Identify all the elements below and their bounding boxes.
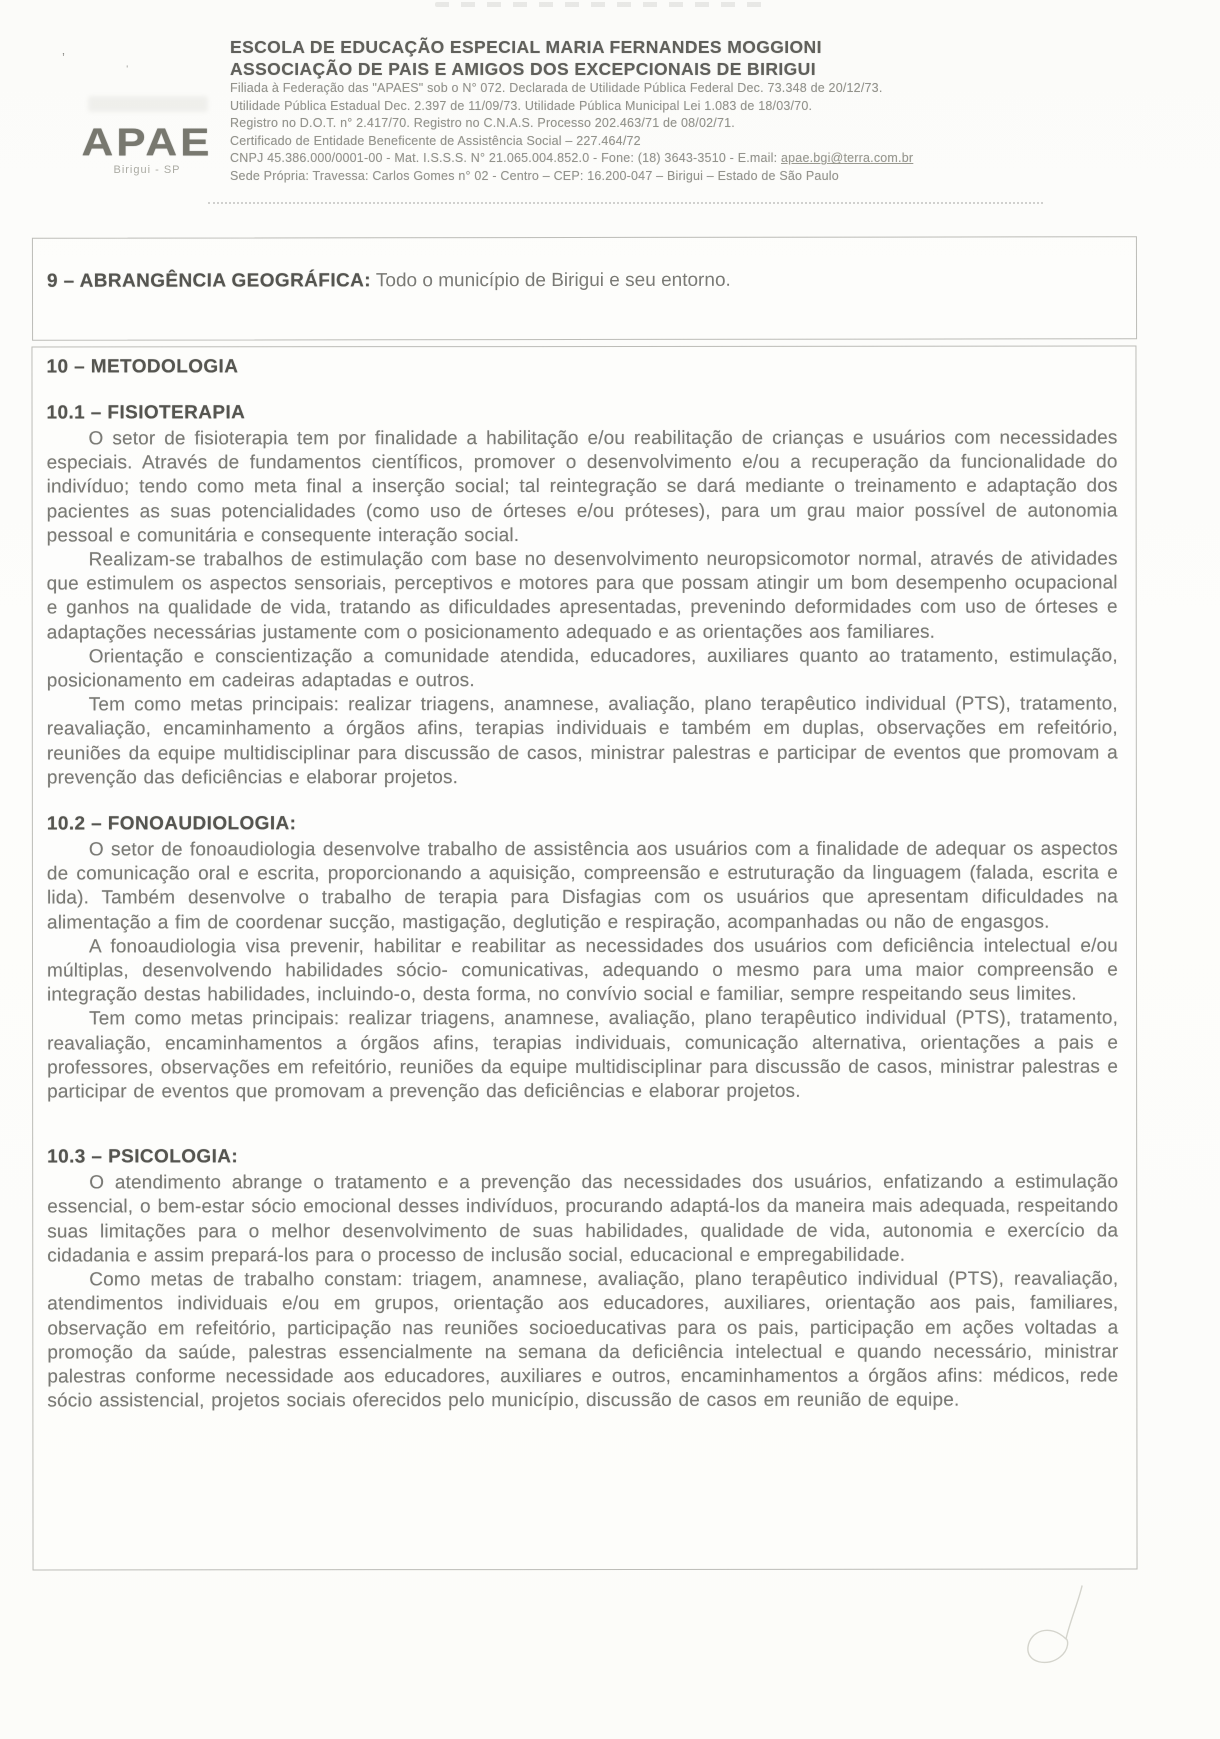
paragraph: O setor de fisioterapia tem por finalidade a habilitação e/ou reabilitação de crianças e usuários com necessidades especiais. Através de fundamentos científicos, promover o desenvolvimento e/ou a recuperação da funcionalidade do indivíduo; tendo como meta final a inserção social; tal reintegração se dará mediante o treinamento e adaptação dos pacientes as suas potencialidades (como uso de órteses e/ou próteses), para um grau maior possível de autonomia pessoal e comunitária e consequente interação social.: [46, 427, 1118, 547]
apae-logo-city: Birigui - SP: [113, 164, 181, 176]
pen-scribble-artifact: [1018, 1583, 1110, 1671]
subsection-10-3-heading: 10.3 – PSICOLOGIA:: [47, 1146, 239, 1168]
paragraph: Como metas de trabalho constam: triagem, anamnese, avaliação, plano terapêutico individual (PTS), reavaliação, atendimentos individuais e/ou em grupos, orientação aos educadores, auxiliares, orientação aos pais, familiares, observação em refeitório, participação nas reuniões socioeducativas para os pais, participação em ações voltadas a promoção da saúde, palestras essencialmente na semana da deficiência intelectual e quando necessário, ministrar palestras conforme necessidade aos educadores, auxiliares e outros, encaminhamentos a órgãos afins: médicos, rede sócio assistencial, projetos sociais oferecidos pelo município, discussão de casos em reunião de equipe.: [47, 1268, 1119, 1412]
apae-logo-wordmark: APAE: [81, 121, 213, 165]
org-registration-line: Utilidade Pública Estadual Dec. 2.397 de 11/09/73. Utilidade Pública Municipal Lei 1.083 de 18/03/70.: [230, 98, 813, 113]
org-registration-line: Certificado de Entidade Beneficente de Assistência Social – 227.464/72: [230, 133, 641, 148]
section-10-heading: 10 – METODOLOGIA: [46, 356, 239, 378]
letterhead: [230, 36, 1050, 186]
paragraph: O setor de fonoaudiologia desenvolve trabalho de assistência aos usuários com a finalidade de adequar os aspectos de comunicação oral e escrita, proporcionando a aquisição, compreensão e estruturação da linguagem (falada, escrita e lida). Também desenvolve o trabalho de terapia para Disfagias com os usuários que apresentam dificuldades na alimentação a fim de coordenar sucção, mastigação, deglutição e respiração, acompanhadas ou não de engasgos.: [46, 838, 1118, 934]
subsection-10-1-heading: 10.1 – FISIOTERAPIA: [46, 402, 246, 424]
org-cnpj-text: CNPJ 45.386.000/0001-00 - Mat. I.S.S.S. N° 21.065.004.852.0 - Fone: (18) 3643-3510 - E.mail:: [230, 151, 781, 166]
org-registration-line: Registro no D.O.T. n° 2.417/70. Registro no C.N.A.S. Processo 202.463/71 de 08/02/71.: [230, 116, 735, 131]
org-registration-line: Filiada à Federação das "APAES" sob o N° 072. Declarada de Utilidade Pública Federal Dec. 73.348 de 20/12/73.: [230, 81, 883, 95]
paragraph: Orientação e conscientização a comunidade atendida, educadores, auxiliares quanto ao tratamento, estimulação, posicionamento em cadeiras adaptadas e outros.: [46, 645, 1118, 692]
org-contact-line: [230, 150, 1050, 168]
org-title-line2: ASSOCIAÇÃO DE PAIS E AMIGOS DOS EXCEPCIONAIS DE BIRIGUI: [230, 59, 816, 79]
apae-logo: [72, 118, 222, 176]
section-10-methodology: [31, 346, 1137, 1571]
paragraph: O atendimento abrange o tratamento e a prevenção das necessidades dos usuários, enfatizando a estimulação essencial, o bem-estar sócio emocional desses indivíduos, procurando adaptá-los da maneira mais adequada, respeitando suas limitações para o melhor desenvolvimento de suas habilidades, qualidade de vida, autonomia e exercício da cidadania e assim prepará-los para o processo de inclusão social, educacional e empregabilidade.: [47, 1171, 1119, 1267]
org-title-line1: ESCOLA DE EDUCAÇÃO ESPECIAL MARIA FERNANDES MOGGIONI: [230, 37, 822, 57]
scan-speck: ’: [62, 50, 65, 65]
subsection-10-2-heading: 10.2 – FONOAUDIOLOGIA:: [46, 813, 297, 835]
scan-speck: ˌ: [125, 53, 130, 68]
org-address-line: Sede Própria: Travessa: Carlos Gomes n° 02 - Centro – CEP: 16.200-047 – Birigui – Estado de São Paulo: [230, 168, 839, 183]
paragraph: A fonoaudiologia visa prevenir, habilitar e reabilitar as necessidades dos usuários com deficiência intelectual e/ou múltiplas, desenvolvendo habilidades sócio- comunicativas, adequando o mesmo para uma maior compreensão e integração destas habilidades, incluindo-o, desta forma, no convívio social e familiar, sempre respeitando seus limites.: [47, 935, 1119, 1006]
paragraph: Realizam-se trabalhos de estimulação com base no desenvolvimento neuropsicomotor normal, através de atividades que estimulem os aspectos sensoriais, perceptivos e motores para que possam atingir um bom desempenho ocupacional e ganhos na qualidade de vida, tratando as dificuldades apresentadas, prevenindo deformidades com uso de órteses e adaptações necessárias justamente com o posicionamento adequado e as orientações aos familiares.: [46, 548, 1118, 644]
section-9-geographic-scope: [32, 236, 1137, 341]
paragraph: Tem como metas principais: realizar triagens, anamnese, avaliação, plano terapêutico individual (PTS), tratamento, reavaliação, encaminhamento a órgãos afins, terapias individuais e também em duplas, observações em refeitório, reuniões da equipe multidisciplinar para discussão de casos, ministrar palestras e participar de eventos que promovam a prevenção das deficiências e elaborar projetos.: [46, 693, 1118, 789]
header-divider: [208, 202, 1043, 204]
scan-artifact-ghost: [88, 96, 208, 112]
section-9-text: Todo o município de Birigui e seu entorno.: [375, 269, 731, 292]
section-9-heading: 9 – ABRANGÊNCIA GEOGRÁFICA:: [46, 270, 371, 292]
email-text: apae.bgi@terra.com.br: [781, 151, 914, 166]
paragraph: Tem como metas principais: realizar triagens, anamnese, avaliação, plano terapêutico individual (PTS), tratamento, reavaliação, encaminhamentos a órgãos afins, terapias individuais, comunicação alternativa, orientações a pais e professores, observações em refeitório, reuniões da equipe multidisciplinar para discussão de casos, ministrar palestras e participar de eventos que promovam a prevenção das deficiências e elaborar projetos.: [47, 1008, 1119, 1103]
section-9-line: [47, 267, 1116, 293]
scan-artifact-smudge: [435, 2, 765, 7]
